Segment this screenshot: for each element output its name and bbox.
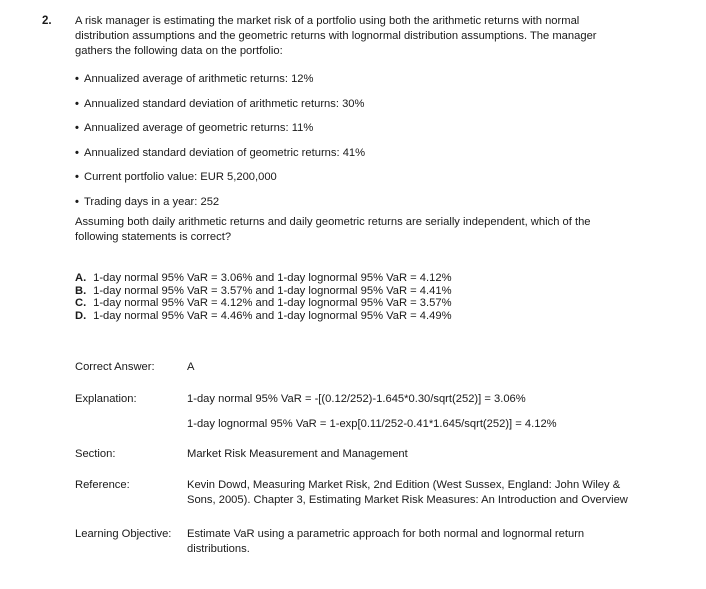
bullet-item xyxy=(75,121,365,146)
choice-letter: D. xyxy=(75,309,87,322)
choice-c[interactable] xyxy=(75,297,452,310)
bullet-text: Current portfolio value: EUR 5,200,000 xyxy=(84,171,277,184)
objective-line: distributions. xyxy=(187,543,250,555)
choice-text: 1-day normal 95% VaR = 3.57% and 1-day lognormal 95% VaR = 4.41% xyxy=(93,284,452,297)
choice-letter: A. xyxy=(75,272,87,284)
bullet-icon: • xyxy=(75,73,79,85)
section-value: Market Risk Measurement and Management xyxy=(187,448,408,460)
correct-answer-value: A xyxy=(187,361,195,373)
learning-objective-text xyxy=(187,527,677,557)
stem-line: gathers the following data on the portfolio: xyxy=(75,45,283,57)
bullet-item xyxy=(75,97,365,122)
prompt-line: Assuming both daily arithmetic returns and daily geometric returns are serially independent, which of the xyxy=(75,216,591,228)
correct-answer-label: Correct Answer: xyxy=(75,361,155,373)
bullet-item xyxy=(75,146,365,171)
bullet-icon: • xyxy=(75,122,79,135)
choice-text: 1-day normal 95% VaR = 3.06% and 1-day lognormal 95% VaR = 4.12% xyxy=(93,272,452,284)
choice-text: 1-day normal 95% VaR = 4.12% and 1-day lognormal 95% VaR = 3.57% xyxy=(93,297,452,310)
bullet-text: Annualized average of geometric returns: 11% xyxy=(84,122,314,135)
bullet-icon: • xyxy=(75,171,79,184)
bullet-text: Annualized average of arithmetic returns: 12% xyxy=(84,73,314,85)
bullet-item xyxy=(75,72,365,97)
choice-text: 1-day normal 95% VaR = 4.46% and 1-day lognormal 95% VaR = 4.49% xyxy=(93,309,452,322)
section-label: Section: xyxy=(75,448,116,460)
reference-text xyxy=(187,478,677,508)
learning-objective-label: Learning Objective: xyxy=(75,528,172,540)
choice-letter: B. xyxy=(75,284,87,297)
explanation-line: 1-day lognormal 95% VaR = 1-exp[0.11/252-0.41*1.645/sqrt(252)] = 4.12% xyxy=(187,418,557,430)
bullet-icon: • xyxy=(75,97,79,110)
answer-choices xyxy=(75,272,452,322)
bullet-icon: • xyxy=(75,195,79,208)
explanation-label: Explanation: xyxy=(75,393,137,405)
data-bullet-list xyxy=(75,72,365,220)
choice-d[interactable] xyxy=(75,310,452,323)
question-stem xyxy=(75,14,675,59)
reference-line: Kevin Dowd, Measuring Market Risk, 2nd Edition (West Sussex, England: John Wiley & xyxy=(187,479,621,491)
choice-letter: C. xyxy=(75,297,87,310)
choice-b[interactable] xyxy=(75,285,452,298)
explanation-line: 1-day normal 95% VaR = -[(0.12/252)-1.645*0.30/sqrt(252)] = 3.06% xyxy=(187,393,526,405)
bullet-text: Trading days in a year: 252 xyxy=(84,195,220,208)
bullet-text: Annualized standard deviation of arithmetic returns: 30% xyxy=(84,97,365,110)
question-prompt xyxy=(75,215,675,245)
question-number: 2. xyxy=(42,15,52,27)
objective-line: Estimate VaR using a parametric approach for both normal and lognormal return xyxy=(187,528,585,540)
stem-line: A risk manager is estimating the market risk of a portfolio using both the arithmetic returns with normal xyxy=(75,15,580,27)
bullet-item xyxy=(75,170,365,195)
choice-a[interactable] xyxy=(75,272,452,285)
bullet-icon: • xyxy=(75,146,79,159)
reference-label: Reference: xyxy=(75,479,130,491)
prompt-line: following statements is correct? xyxy=(75,231,232,243)
stem-line: distribution assumptions and the geometric returns with lognormal distribution assumptions. The manager xyxy=(75,30,597,42)
reference-line: Sons, 2005). Chapter 3, Estimating Market Risk Measures: An Introduction and Overview xyxy=(187,494,628,506)
bullet-text: Annualized standard deviation of geometric returns: 41% xyxy=(84,146,366,159)
